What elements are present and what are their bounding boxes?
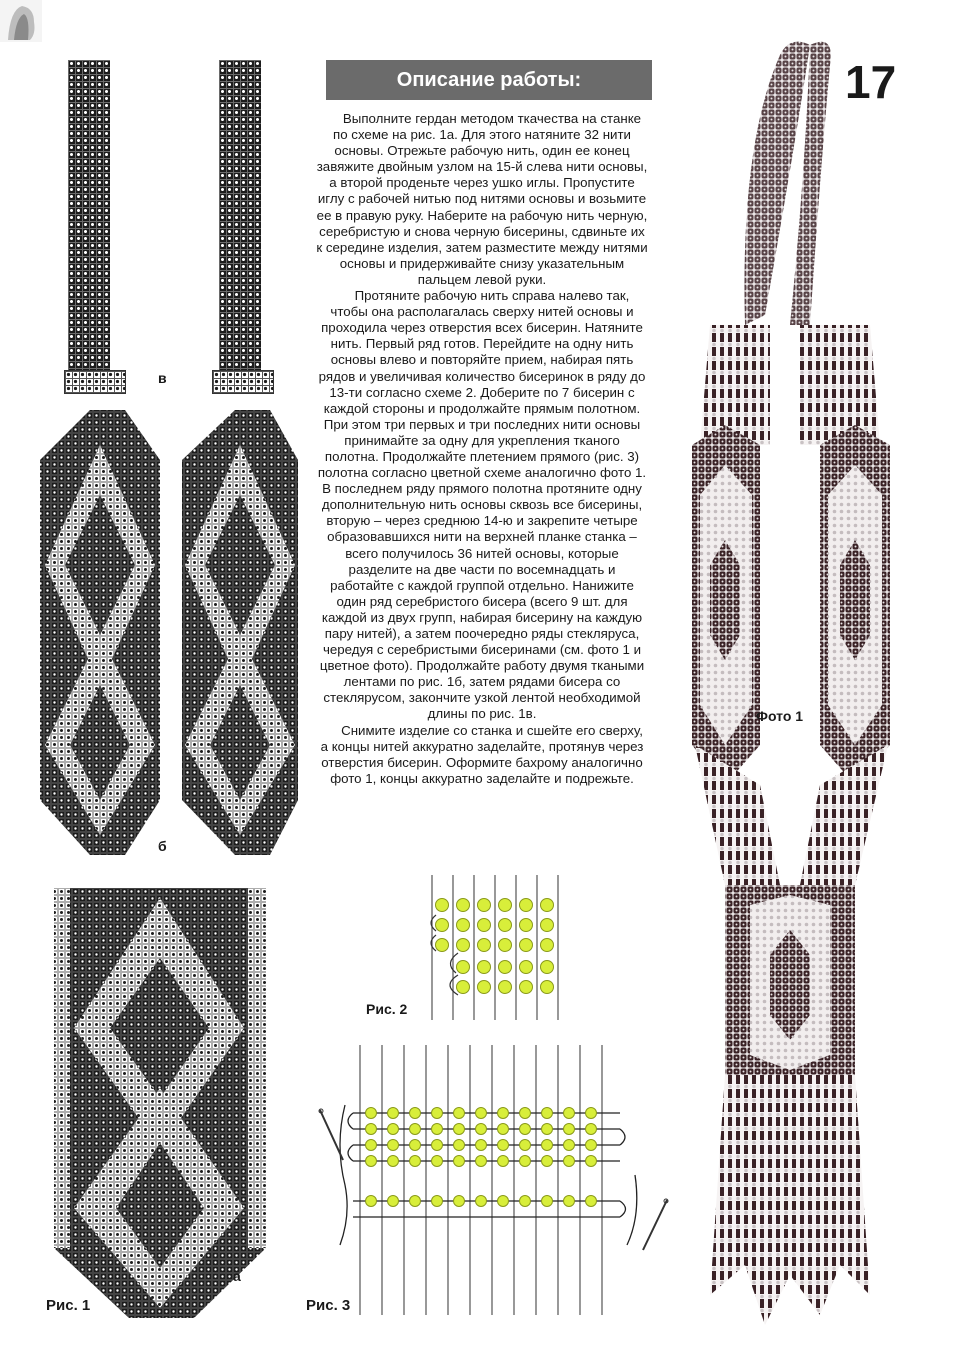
paragraph-1: Выполните гердан методом ткачества на станке по схеме на рис. 1а. Для этого натяните 32 нити основы. Отрежьте рабочую нить, один ее конец завяжите двойным узлом на 15-й слева нити основы, а второй проденьте через ушко иглы. Пропустите иглу с рабочей нитью под нитями основы и возьмите ее в правую руку. Наберите на рабочую нить черную, серебристую и снова черную бисерины, сдвиньте их к середине изделия, затем разместите между нитями основы и придерживайте снизу указательным пальцем левой руки. xyxy=(316,111,648,287)
photo1-caption: Фото 1 xyxy=(756,708,804,724)
strip-pattern-right xyxy=(219,60,261,370)
section-heading: Описание работы: xyxy=(326,60,652,100)
paragraph-3: Снимите изделие со станка и сшейте его сверху, а концы нитей аккуратно заделайте, протянув через отверстия бисерин. Оформите бахрому аналогично фото 1, концы аккуратно заделайте и подрежьте. xyxy=(320,722,644,786)
page-number: 17 xyxy=(845,56,897,108)
fig1-caption: Рис. 1 xyxy=(46,1297,91,1314)
strip-pattern-left xyxy=(68,60,110,370)
strip-pattern-right-end xyxy=(212,370,274,394)
label-v: в xyxy=(158,370,167,386)
panel-pattern-pair xyxy=(30,405,300,860)
fig2-diagram xyxy=(418,875,578,1025)
paragraph-2: Протяните рабочую нить справа налево так, чтобы она располагалась сверху нитей основы и проходила через отверстия всех бисерин. Натяните нить. Первый ряд готов. Перейдите на одну нить основы влево и повторяйте прием, набирая пять рядов и увеличивая количество бисеринок в ряду до 13-ти согласно схеме 2. Доберите по 7 бисерин с каждой стороны и продолжайте прямым полотном. При этом три первых и три последних нити основы принимайте за одну для укрепления тканого полотна. Продолжайте плетением прямого (рис. 3) полотна согласно цветной схеме аналогично фото 1. В последнем ряду прямого полотна протяните одну дополнительную нить основы сквозь все бисерины, вторую – через среднюю 14-ю и закрепите четыре образовавшихся нити на верхней планке станка – всего получилось 36 нитей основы, которые разделите на две части по восемнадцать и работайте с каждой группой отдельно. Нанижите один ряд серебристого бисера (всего 9 шт. для каждой из двух групп, набирая бисерину на каждую пару нитей), а затем поочередно ряды стекляруса, чередуя с серебристыми бисеринами (см. фото 1 и цветное фото). Продолжайте работу двумя ткаными лентами по рис. 1б, затем рядами бисера со стеклярусом, закончите узкой лентой необходимой длины по рис. 1в. xyxy=(317,288,647,722)
instructions-text xyxy=(316,111,648,787)
label-a: а xyxy=(233,1268,241,1284)
large-panel-pattern xyxy=(44,888,274,1320)
fig2-caption: Рис. 2 xyxy=(366,1001,408,1017)
fig3-diagram xyxy=(315,1045,675,1320)
fig3-caption: Рис. 3 xyxy=(306,1297,351,1314)
corner-thumbnail-image xyxy=(0,0,42,42)
strip-pattern-left-end xyxy=(64,370,126,394)
label-b: б xyxy=(158,838,167,854)
necklace-photo xyxy=(670,25,945,1335)
